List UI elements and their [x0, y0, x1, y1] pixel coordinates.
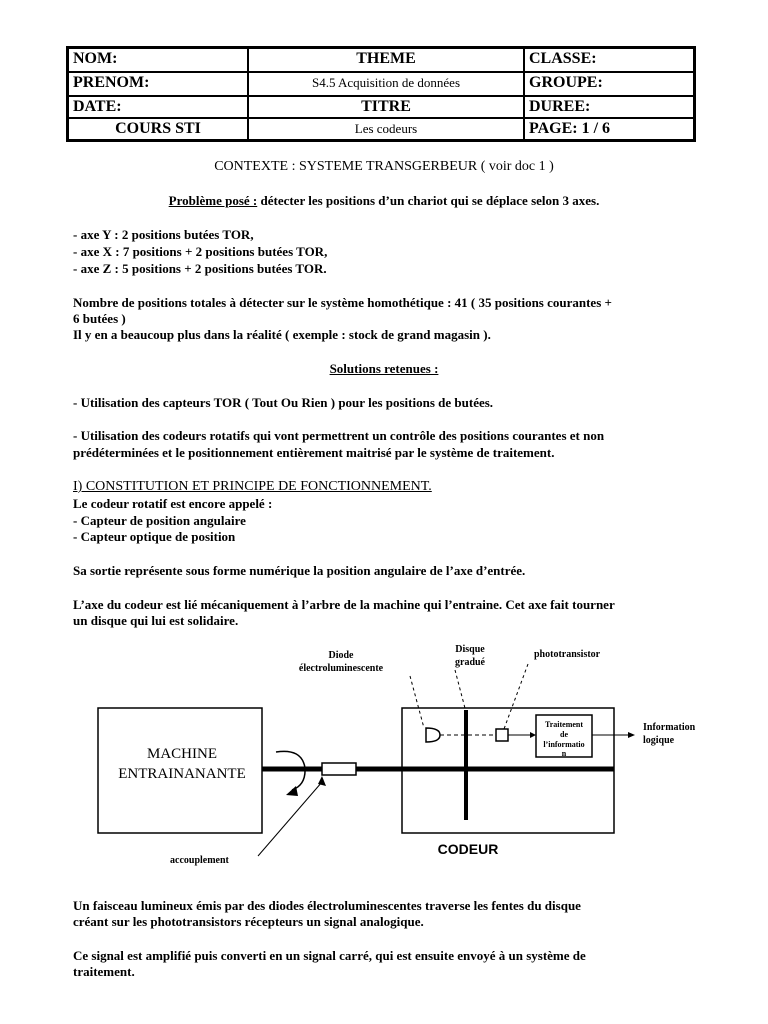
solutions-title: Solutions retenues :	[329, 361, 439, 376]
diode-shape	[426, 728, 440, 742]
theme-value-cell: S4.5 Acquisition de données	[248, 72, 524, 96]
machine-label-2: ENTRAINANANTE	[118, 766, 246, 782]
probleme-label: Problème posé :	[168, 193, 258, 208]
classe-cell: CLASSE:	[524, 48, 694, 72]
codeur-label: CODEUR	[437, 841, 499, 857]
nombre-line1: Nombre de positions totales à détecter sur le système homothétique : 41 ( 35 positions courantes +	[73, 295, 612, 310]
nom-cell: NOM:	[68, 48, 248, 72]
codeur-item-2: - Capteur optique de position	[73, 529, 236, 544]
titre-label-cell: TITRE	[248, 96, 524, 118]
solution2-line1: - Utilisation des codeurs rotatifs qui vont permettrent un contrôle des positions courantes et non	[73, 428, 605, 443]
axe-y: - axe Y : 2 positions butées TOR,	[73, 227, 254, 242]
coupling-box	[322, 763, 356, 775]
faisceau-line2: créant sur les phototransistors récepteurs un signal analogique.	[73, 914, 424, 929]
nombre-line2: 6 butées )	[73, 311, 126, 326]
information-label-1: Information	[643, 722, 696, 733]
axe-line2: un disque qui lui est solidaire.	[73, 613, 239, 628]
axe-x: - axe X : 7 positions + 2 positions butées TOR,	[73, 244, 328, 259]
traitement-label-4: n	[561, 749, 567, 758]
information-label-2: logique	[643, 735, 675, 746]
duree-cell: DUREE:	[524, 96, 694, 118]
output-arrow-head	[628, 732, 635, 738]
disque-label-1: Disque	[455, 644, 485, 655]
codeur-item-1: - Capteur de position angulaire	[73, 513, 246, 528]
date-cell: DATE:	[68, 96, 248, 118]
prenom-cell: PRENOM:	[68, 72, 248, 96]
codeur-intro: Le codeur rotatif est encore appelé :	[73, 496, 273, 511]
phototransistor-label: phototransistor	[534, 649, 601, 660]
cours-cell: COURS STI	[68, 118, 248, 140]
disque-leader	[455, 670, 466, 712]
solution2-line2: prédéterminées et le positionnement entièrement maitrisé par le système de traitement.	[73, 445, 555, 460]
machine-label-1: MACHINE	[147, 746, 217, 762]
codeur-diagram	[0, 630, 768, 880]
theme-label-cell: THEME	[248, 48, 524, 72]
probleme-line	[0, 193, 768, 209]
contexte-line: CONTEXTE : SYSTEME TRANSGERBEUR ( voir doc 1 )	[214, 159, 554, 174]
sortie-line: Sa sortie représente sous forme numérique la position angulaire de l’axe d’entrée.	[73, 563, 526, 578]
accouplement-label: accouplement	[170, 855, 229, 866]
nombre-line3: Il y en a beaucoup plus dans la réalité ( exemple : stock de grand magasin ).	[73, 327, 491, 342]
probleme-text: détecter les positions d’un chariot qui se déplace selon 3 axes.	[257, 193, 600, 208]
titre-value-cell: Les codeurs	[248, 118, 524, 140]
diode-label-2: électroluminescente	[298, 663, 384, 674]
signal-line2: traitement.	[73, 964, 135, 979]
traitement-label-2: de	[560, 730, 568, 739]
header-table	[66, 46, 696, 142]
phototransistor-box	[496, 729, 508, 741]
solution1: - Utilisation des capteurs TOR ( Tout Ou Rien ) pour les positions de butées.	[73, 395, 494, 410]
groupe-cell: GROUPE:	[524, 72, 694, 96]
disque-label-2: gradué	[455, 657, 485, 668]
signal-line1: Ce signal est amplifié puis converti en un signal carré, qui est ensuite envoyé à un système de	[73, 948, 586, 963]
diode-label-1: Diode	[328, 650, 354, 661]
section1-title: I) CONSTITUTION ET PRINCIPE DE FONCTIONNEMENT.	[73, 479, 432, 494]
axe-z: - axe Z : 5 positions + 2 positions butées TOR.	[73, 261, 327, 276]
axe-line1: L’axe du codeur est lié mécaniquement à l’arbre de la machine qui l’entraine. Cet axe fait tourner	[73, 597, 615, 612]
page-cell: PAGE: 1 / 6	[524, 118, 694, 140]
rotation-arrow-head	[286, 786, 298, 796]
traitement-label-1: Traitement	[544, 720, 584, 729]
traitement-label-3: l’informatio	[543, 740, 585, 749]
faisceau-line1: Un faisceau lumineux émis par des diodes électroluminescentes traverse les fentes du disque	[73, 898, 581, 913]
